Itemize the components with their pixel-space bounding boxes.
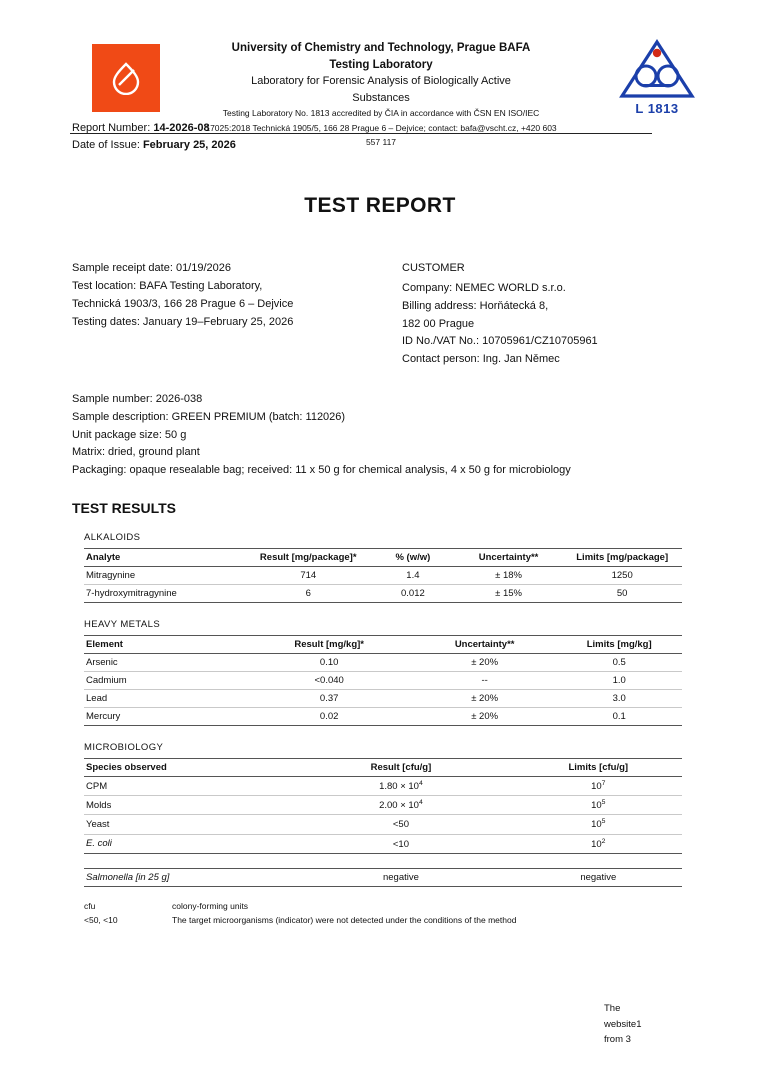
col-uncertainty: Uncertainty** [413, 636, 557, 654]
col-element: Element [84, 636, 245, 654]
cell-species: Yeast [84, 815, 287, 834]
salmonella-table [84, 868, 682, 887]
header-divider [70, 133, 652, 134]
cell-result: <0.040 [245, 672, 412, 690]
table-row [84, 672, 682, 690]
cell-uncertainty: -- [413, 672, 557, 690]
table-row [84, 796, 682, 815]
table-row [84, 567, 682, 585]
cell-uncertainty: ± 20% [413, 690, 557, 708]
footnote-key: cfu [84, 900, 96, 911]
unit-package-size: Unit package size: 50 g [72, 428, 187, 441]
cell-element: Lead [84, 690, 245, 708]
sample-matrix: Matrix: dried, ground plant [72, 446, 200, 459]
customer-contact-person: Contact person: Ing. Jan Němec [402, 353, 560, 366]
table-row [84, 585, 682, 603]
col-uncertainty: Uncertainty** [455, 549, 563, 567]
bafa-logo [92, 44, 160, 112]
cell-limit: $10^5$ [515, 796, 682, 815]
cia-triangle-icon [619, 38, 695, 100]
microbiology-table [84, 758, 682, 854]
sample-and-customer-info [0, 260, 760, 369]
microbiology-section [0, 742, 760, 854]
cia-accreditation-number: L 1813 [635, 101, 679, 116]
table-row [84, 815, 682, 834]
table-row [84, 834, 682, 853]
testing-dates: Testing dates: January 19–February 25, 2026 [72, 315, 294, 328]
accreditation-line-3: 557 117 [365, 136, 397, 147]
alkaloids-section [0, 532, 760, 603]
cell-limit: 50 [562, 585, 682, 603]
cell-element: Mercury [84, 708, 245, 726]
heavy-metals-table [84, 635, 682, 726]
cell-uncertainty: ± 20% [413, 708, 557, 726]
cell-percent: 1.4 [371, 567, 455, 585]
cell-result: <10 [287, 834, 514, 853]
cell-limit: 0.1 [556, 708, 682, 726]
cell-limit: $10^2$ [515, 834, 682, 853]
test-location-line-2: Technická 1903/3, 166 28 Prague 6 – Dejvice [72, 297, 294, 310]
cell-result: 714 [245, 567, 371, 585]
table-header-row [84, 636, 682, 654]
page-title: TEST REPORT [304, 194, 456, 218]
accreditation-line-1: Testing Laboratory No. 1813 accredited by ČIA in accordance with ČSN EN ISO/IEC [222, 108, 540, 119]
cell-species: Molds [84, 796, 287, 815]
cell-limit: 1250 [562, 567, 682, 585]
cell-percent: 0.012 [371, 585, 455, 603]
footnote-row [84, 913, 682, 927]
alkaloids-section-title: ALKALOIDS [84, 532, 141, 544]
cell-result: <50 [287, 815, 514, 834]
table-row [84, 654, 682, 672]
footnote-text: The target microorganisms (indicator) were not detected under the conditions of the method [172, 915, 517, 926]
footer-line-2: website1 [604, 1018, 642, 1030]
cell-salmonella-result: negative [287, 868, 514, 886]
col-species: Species observed [84, 759, 287, 777]
sample-packaging: Packaging: opaque resealable bag; received: 11 x 50 g for chemical analysis, 4 x 50 g for microbiology [72, 464, 571, 477]
cell-result: 6 [245, 585, 371, 603]
customer-ids: ID No./VAT No.: 10705961/CZ10705961 [402, 335, 598, 348]
table-header-row [84, 549, 682, 567]
microbiology-section-title: MICROBIOLOGY [84, 742, 164, 754]
cell-element: Cadmium [84, 672, 245, 690]
cell-limit: 3.0 [556, 690, 682, 708]
cell-result: 0.10 [245, 654, 412, 672]
col-result: Result [mg/kg]* [245, 636, 412, 654]
col-limits: Limits [mg/package] [562, 549, 682, 567]
report-number-label: Report Number: [72, 122, 151, 134]
cell-limit: $10^7$ [515, 777, 682, 796]
droplet-icon [109, 61, 143, 95]
cell-uncertainty: ± 15% [455, 585, 563, 603]
sample-description: Sample description: GREEN PREMIUM (batch: 112026) [72, 410, 346, 423]
accreditation-line-2: 17025:2018 Technická 1905/5, 166 28 Prague 6 – Dejvice; contact: bafa@vscht.cz, +420 603 [205, 122, 557, 133]
page-footer [604, 1001, 664, 1047]
salmonella-section [0, 868, 760, 887]
date-of-issue-value: February 25, 2026 [142, 139, 236, 152]
date-of-issue-label: Date of Issue: [72, 139, 140, 152]
table-row [84, 708, 682, 726]
footnotes [0, 899, 760, 928]
table-row [84, 868, 682, 886]
cell-limit: $10^5$ [515, 815, 682, 834]
org-line-3: Laboratory for Forensic Analysis of Biologically Active [251, 75, 511, 88]
test-results-heading: TEST RESULTS [72, 500, 176, 517]
col-limits: Limits [cfu/g] [515, 759, 682, 777]
customer-billing-line-2: 182 00 Prague [402, 317, 475, 330]
org-line-3b: Substances [352, 91, 410, 104]
org-line-2: Testing Laboratory [329, 58, 433, 71]
cell-limit: 0.5 [556, 654, 682, 672]
cell-limit: 1.0 [556, 672, 682, 690]
sample-details [0, 391, 760, 480]
footnote-row [84, 899, 682, 913]
cell-species: E. coli [84, 834, 287, 853]
cell-uncertainty: ± 20% [413, 654, 557, 672]
cell-salmonella-limit: negative [515, 868, 682, 886]
col-result: Result [mg/package]* [245, 549, 371, 567]
heavy-metals-section [0, 619, 760, 726]
col-percent: % (w/w) [371, 549, 455, 567]
col-analyte: Analyte [84, 549, 245, 567]
footnote-text: colony-forming units [172, 900, 249, 911]
cell-result: $2.00 \times 10^4$ [287, 796, 514, 815]
heavy-metals-section-title: HEAVY METALS [84, 619, 161, 631]
customer-info-column [402, 260, 720, 369]
footer-line-1: The [604, 1003, 621, 1015]
cia-accreditation-logo [602, 38, 712, 116]
col-limits: Limits [mg/kg] [556, 636, 682, 654]
col-result: Result [cfu/g] [287, 759, 514, 777]
table-row [84, 777, 682, 796]
sample-receipt-date: Sample receipt date: 01/19/2026 [72, 262, 232, 275]
customer-heading: CUSTOMER [402, 262, 465, 275]
cell-result: $1.80 \times 10^4$ [287, 777, 514, 796]
report-number-value: 14-2026-08 [153, 122, 210, 134]
customer-billing-line-1: Billing address: Horňátecká 8, [402, 299, 549, 312]
cell-uncertainty: ± 18% [455, 567, 563, 585]
table-row [84, 690, 682, 708]
sample-info-column [72, 260, 402, 369]
cell-salmonella-label: Salmonella [in 25 g] [84, 868, 287, 886]
table-header-row [84, 759, 682, 777]
test-location-line-1: Test location: BAFA Testing Laboratory, [72, 279, 263, 292]
cell-analyte: 7-hydroxymitragynine [84, 585, 245, 603]
alkaloids-table [84, 548, 682, 603]
customer-company: Company: NEMEC WORLD s.r.o. [402, 281, 566, 294]
cell-analyte: Mitragynine [84, 567, 245, 585]
org-line-1: University of Chemistry and Technology, Prague BAFA [231, 42, 531, 54]
footer-line-3: from 3 [604, 1033, 631, 1045]
sample-number: Sample number: 2026-038 [72, 392, 203, 405]
cell-result: 0.37 [245, 690, 412, 708]
cell-species: CPM [84, 777, 287, 796]
cell-element: Arsenic [84, 654, 245, 672]
footnote-key: <50, <10 [84, 915, 118, 926]
cell-result: 0.02 [245, 708, 412, 726]
